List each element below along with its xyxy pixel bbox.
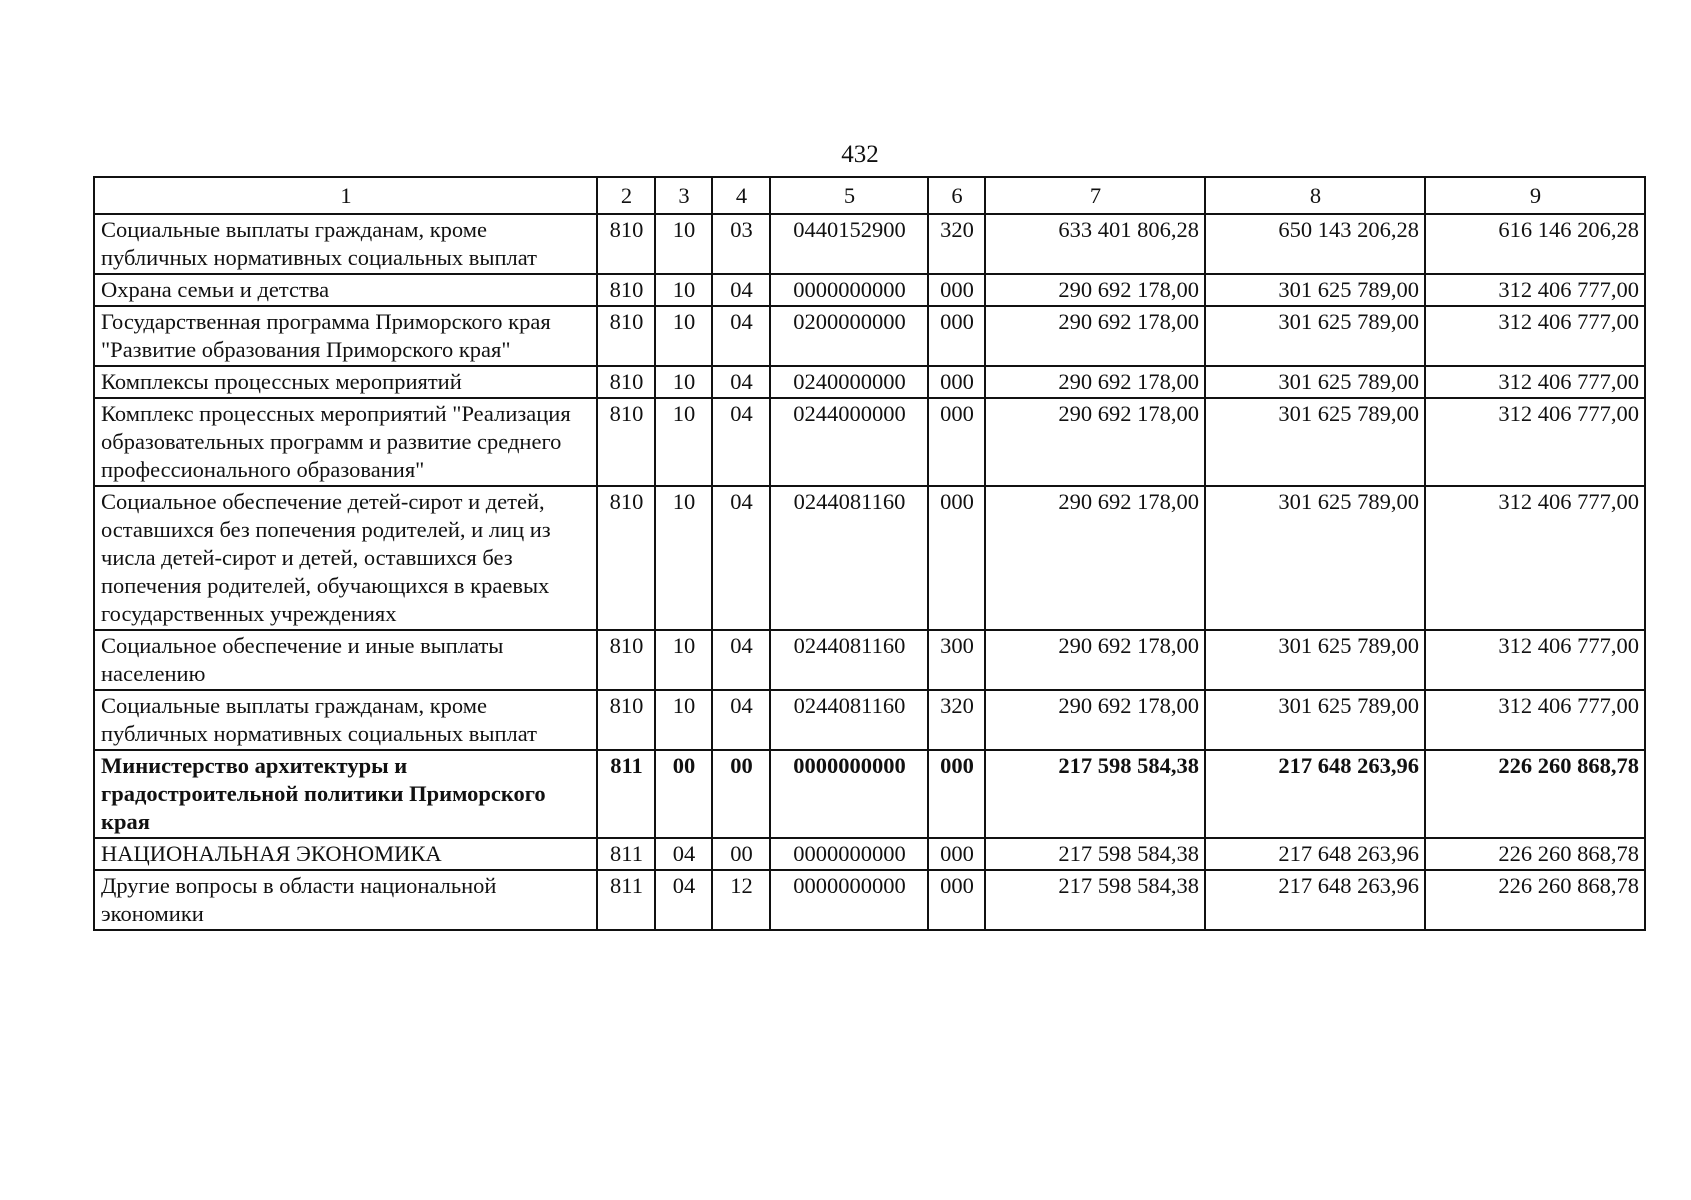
budget-table — [93, 176, 1646, 931]
target-article-code-cell: 0000000000 — [770, 750, 928, 838]
expense-type-code-cell: 000 — [928, 838, 985, 870]
section-code-cell: 00 — [655, 750, 712, 838]
target-article-code-cell: 0000000000 — [770, 870, 928, 930]
section-code-cell: 10 — [655, 486, 712, 630]
main-admin-code-cell: 810 — [597, 690, 655, 750]
subsection-code-cell: 04 — [712, 398, 770, 486]
page-number: 432 — [841, 141, 879, 168]
column-header: 5 — [770, 177, 928, 214]
amount-year-1-cell: 290 692 178,00 — [985, 690, 1205, 750]
section-code-cell: 04 — [655, 838, 712, 870]
table-row — [94, 398, 1645, 486]
main-admin-code-cell: 810 — [597, 214, 655, 274]
main-admin-code-cell: 810 — [597, 274, 655, 306]
target-article-code-cell: 0440152900 — [770, 214, 928, 274]
amount-year-3-cell: 312 406 777,00 — [1425, 690, 1645, 750]
section-code-cell: 10 — [655, 690, 712, 750]
amount-year-1-cell: 290 692 178,00 — [985, 398, 1205, 486]
table-row — [94, 838, 1645, 870]
section-code-cell: 10 — [655, 274, 712, 306]
table-row — [94, 486, 1645, 630]
target-article-code-cell: 0244081160 — [770, 690, 928, 750]
amount-year-3-cell: 226 260 868,78 — [1425, 838, 1645, 870]
amount-year-1-cell: 217 598 584,38 — [985, 750, 1205, 838]
column-header: 7 — [985, 177, 1205, 214]
budget-table-body — [94, 214, 1645, 930]
expense-type-code-cell: 000 — [928, 750, 985, 838]
table-row — [94, 214, 1645, 274]
table-row — [94, 274, 1645, 306]
row-name-cell: Другие вопросы в области национальной экономики — [94, 870, 597, 930]
amount-year-3-cell: 312 406 777,00 — [1425, 398, 1645, 486]
row-name-cell: Охрана семьи и детства — [94, 274, 597, 306]
column-header: 2 — [597, 177, 655, 214]
table-row — [94, 750, 1645, 838]
subsection-code-cell: 00 — [712, 838, 770, 870]
amount-year-1-cell: 217 598 584,38 — [985, 838, 1205, 870]
amount-year-2-cell: 301 625 789,00 — [1205, 398, 1425, 486]
amount-year-3-cell: 312 406 777,00 — [1425, 274, 1645, 306]
amount-year-1-cell: 290 692 178,00 — [985, 366, 1205, 398]
section-code-cell: 04 — [655, 870, 712, 930]
table-row — [94, 306, 1645, 366]
amount-year-1-cell: 290 692 178,00 — [985, 306, 1205, 366]
expense-type-code-cell: 000 — [928, 366, 985, 398]
main-admin-code-cell: 810 — [597, 630, 655, 690]
expense-type-code-cell: 000 — [928, 870, 985, 930]
amount-year-3-cell: 226 260 868,78 — [1425, 870, 1645, 930]
row-name-cell: Комплекс процессных мероприятий "Реализация образовательных программ и развитие среднего профессионального образования" — [94, 398, 597, 486]
main-admin-code-cell: 810 — [597, 486, 655, 630]
amount-year-1-cell: 217 598 584,38 — [985, 870, 1205, 930]
row-name-cell: НАЦИОНАЛЬНАЯ ЭКОНОМИКА — [94, 838, 597, 870]
row-name-cell: Социальные выплаты гражданам, кроме публичных нормативных социальных выплат — [94, 214, 597, 274]
amount-year-1-cell: 290 692 178,00 — [985, 486, 1205, 630]
amount-year-3-cell: 312 406 777,00 — [1425, 486, 1645, 630]
subsection-code-cell: 00 — [712, 750, 770, 838]
amount-year-3-cell: 616 146 206,28 — [1425, 214, 1645, 274]
row-name-cell: Государственная программа Приморского края "Развитие образования Приморского края" — [94, 306, 597, 366]
subsection-code-cell: 04 — [712, 690, 770, 750]
target-article-code-cell: 0244081160 — [770, 630, 928, 690]
row-name-cell: Социальные выплаты гражданам, кроме публичных нормативных социальных выплат — [94, 690, 597, 750]
amount-year-3-cell: 312 406 777,00 — [1425, 306, 1645, 366]
amount-year-2-cell: 301 625 789,00 — [1205, 306, 1425, 366]
table-row — [94, 870, 1645, 930]
section-code-cell: 10 — [655, 214, 712, 274]
column-header: 8 — [1205, 177, 1425, 214]
column-header: 9 — [1425, 177, 1645, 214]
amount-year-2-cell: 301 625 789,00 — [1205, 274, 1425, 306]
subsection-code-cell: 04 — [712, 274, 770, 306]
column-number-header-row — [94, 177, 1645, 214]
target-article-code-cell: 0000000000 — [770, 274, 928, 306]
amount-year-1-cell: 290 692 178,00 — [985, 630, 1205, 690]
section-code-cell: 10 — [655, 366, 712, 398]
main-admin-code-cell: 811 — [597, 838, 655, 870]
amount-year-2-cell: 301 625 789,00 — [1205, 486, 1425, 630]
subsection-code-cell: 03 — [712, 214, 770, 274]
expense-type-code-cell: 320 — [928, 214, 985, 274]
target-article-code-cell: 0244000000 — [770, 398, 928, 486]
main-admin-code-cell: 810 — [597, 398, 655, 486]
column-header: 1 — [94, 177, 597, 214]
row-name-cell: Министерство архитектуры и градостроительной политики Приморского края — [94, 750, 597, 838]
row-name-cell: Социальное обеспечение и иные выплаты населению — [94, 630, 597, 690]
main-admin-code-cell: 811 — [597, 870, 655, 930]
subsection-code-cell: 12 — [712, 870, 770, 930]
amount-year-2-cell: 217 648 263,96 — [1205, 750, 1425, 838]
expense-type-code-cell: 000 — [928, 306, 985, 366]
table-row — [94, 690, 1645, 750]
amount-year-1-cell: 290 692 178,00 — [985, 274, 1205, 306]
amount-year-3-cell: 312 406 777,00 — [1425, 366, 1645, 398]
target-article-code-cell: 0240000000 — [770, 366, 928, 398]
section-code-cell: 10 — [655, 306, 712, 366]
amount-year-1-cell: 633 401 806,28 — [985, 214, 1205, 274]
target-article-code-cell: 0000000000 — [770, 838, 928, 870]
main-admin-code-cell: 811 — [597, 750, 655, 838]
target-article-code-cell: 0200000000 — [770, 306, 928, 366]
section-code-cell: 10 — [655, 398, 712, 486]
row-name-cell: Комплексы процессных мероприятий — [94, 366, 597, 398]
table-row — [94, 366, 1645, 398]
expense-type-code-cell: 000 — [928, 274, 985, 306]
amount-year-2-cell: 301 625 789,00 — [1205, 690, 1425, 750]
column-header: 3 — [655, 177, 712, 214]
subsection-code-cell: 04 — [712, 366, 770, 398]
expense-type-code-cell: 000 — [928, 398, 985, 486]
amount-year-3-cell: 226 260 868,78 — [1425, 750, 1645, 838]
expense-type-code-cell: 300 — [928, 630, 985, 690]
main-admin-code-cell: 810 — [597, 366, 655, 398]
expense-type-code-cell: 320 — [928, 690, 985, 750]
subsection-code-cell: 04 — [712, 306, 770, 366]
amount-year-2-cell: 217 648 263,96 — [1205, 838, 1425, 870]
amount-year-2-cell: 301 625 789,00 — [1205, 630, 1425, 690]
row-name-cell: Социальное обеспечение детей-сирот и детей, оставшихся без попечения родителей, и лиц из числа детей-сирот и детей, оставшихся без попечения родителей, обучающихся в краевых государственных учреждениях — [94, 486, 597, 630]
column-header: 4 — [712, 177, 770, 214]
amount-year-3-cell: 312 406 777,00 — [1425, 630, 1645, 690]
amount-year-2-cell: 650 143 206,28 — [1205, 214, 1425, 274]
amount-year-2-cell: 301 625 789,00 — [1205, 366, 1425, 398]
table-row — [94, 630, 1645, 690]
subsection-code-cell: 04 — [712, 630, 770, 690]
main-admin-code-cell: 810 — [597, 306, 655, 366]
target-article-code-cell: 0244081160 — [770, 486, 928, 630]
subsection-code-cell: 04 — [712, 486, 770, 630]
amount-year-2-cell: 217 648 263,96 — [1205, 870, 1425, 930]
column-header: 6 — [928, 177, 985, 214]
section-code-cell: 10 — [655, 630, 712, 690]
expense-type-code-cell: 000 — [928, 486, 985, 630]
